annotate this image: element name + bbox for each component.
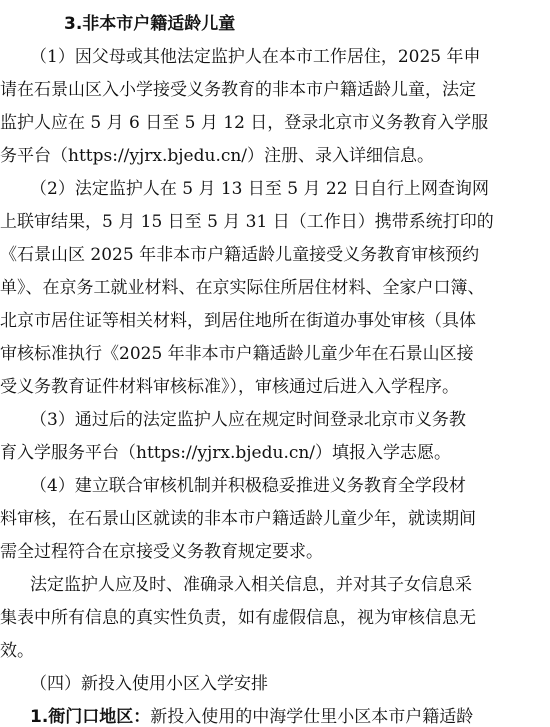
item1-line1: （1）因父母或其他法定监护人在本市工作居住，2025 年申 [30,47,481,67]
item4-line2: 料审核，在石景山区就读的非本市户籍适龄儿童少年，就读期间 [0,509,476,529]
item2-line4: 单》、在京务工就业材料、在京实际住所居住材料、全家户口簿、 [0,278,485,298]
item2-line1: （2）法定监护人在 5 月 13 日至 5 月 22 日自行上网查询网 [30,179,489,199]
note-line1: 法定监护人应及时、准确录入相关信息，并对其子女信息采 [30,575,472,595]
note-line3: 效。 [0,641,34,661]
area1-text: 新投入使用的中海学仕里小区本市户籍适龄 [150,707,474,727]
item1-line2: 请在石景山区入小学接受义务教育的非本市户籍适龄儿童，法定 [0,80,476,100]
item4-line1: （4）建立联合审核机制并积极稳妥推进义务教育全学段材 [30,476,466,496]
item2-line3: 《石景山区 2025 年非本市户籍适龄儿童接受义务教育审核预约 [0,245,480,265]
item2-line5: 北京市居住证等相关材料，到居住地所在街道办事处审核（具体 [0,311,476,331]
item1-line3: 监护人应在 5 月 6 日至 5 月 12 日，登录北京市义务教育入学服 [0,113,489,133]
item4-line3: 需全过程符合在京接受义务教育规定要求。 [0,542,323,562]
item2-line6: 审核标准执行《2025 年非本市户籍适龄儿童少年在石景山区接 [0,344,474,364]
item1-line4: 务平台（https://yjrx.bjedu.cn/）注册、录入详细信息。 [0,146,435,166]
item2-line7: 受义务教育证件材料审核标准》），审核通过后进入入学程序。 [0,377,459,397]
area1-label: 1.衙门口地区： [30,707,151,727]
item3-line2: 育入学服务平台（https://yjrx.bjedu.cn/）填报入学志愿。 [0,443,452,463]
item3-line1: （3）通过后的法定监护人应在规定时间登录北京市义务教 [30,410,466,430]
note-line2: 集表中所有信息的真实性负责，如有虚假信息，视为审核信息无 [0,608,476,628]
section-heading: 3.非本市户籍适龄儿童 [64,14,236,34]
subsection-heading: （四）新投入使用小区入学安排 [30,674,268,694]
area1-paragraph [30,709,473,726]
item2-line2: 上联审结果，5 月 15 日至 5 月 31 日（工作日）携带系统打印的 [0,212,494,232]
